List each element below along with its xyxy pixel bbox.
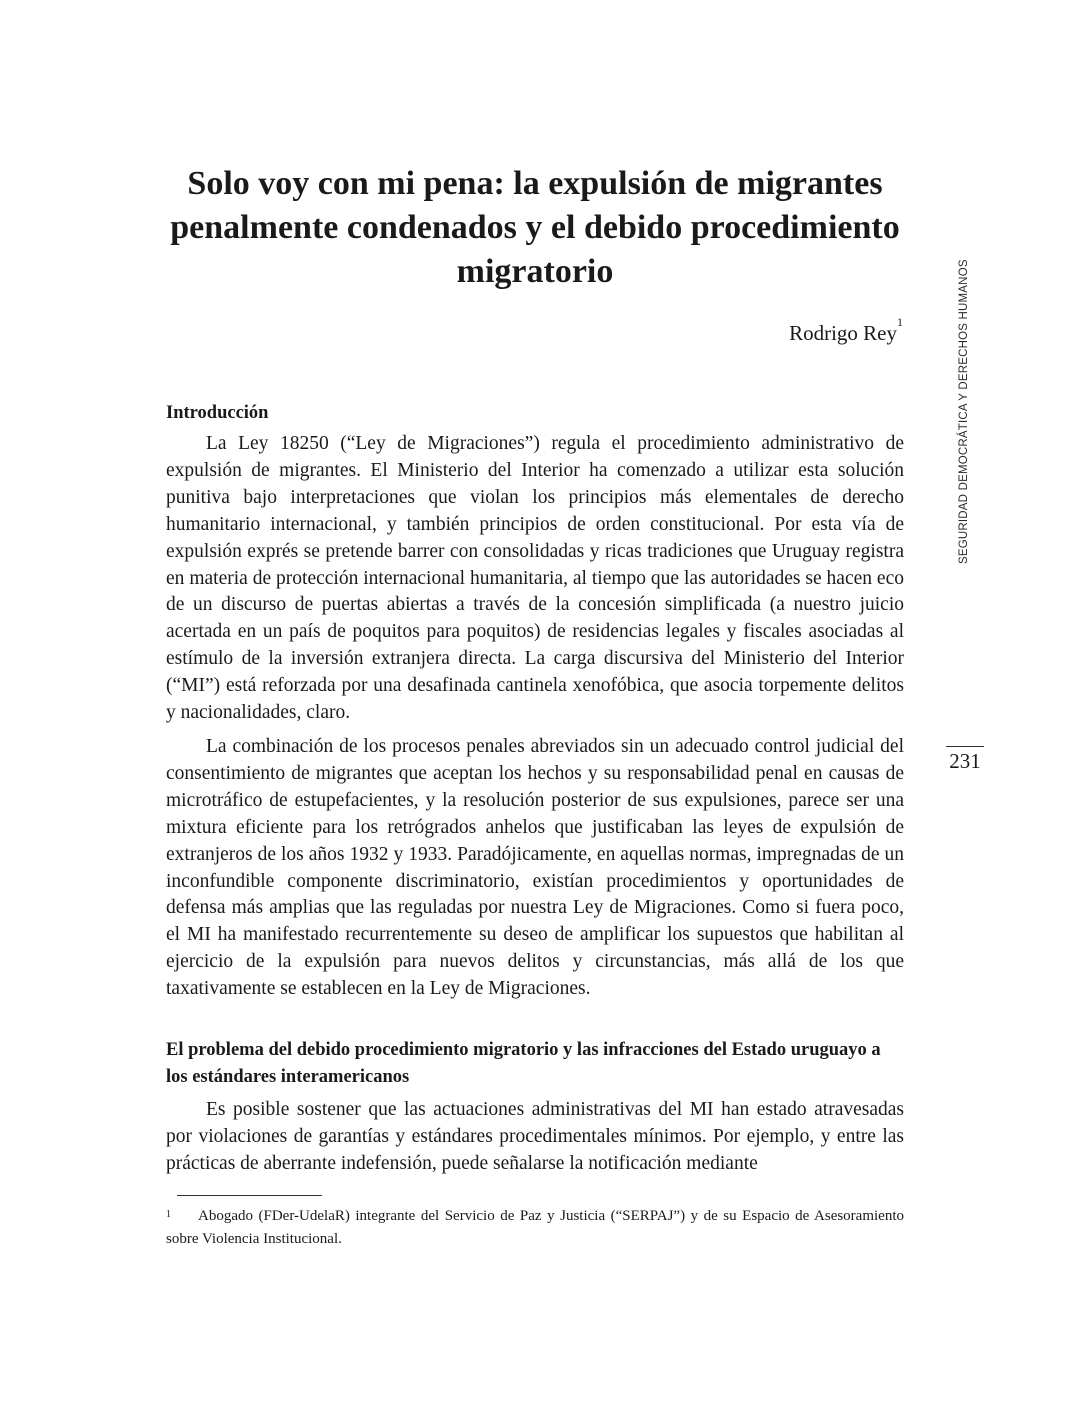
paragraph: La combinación de los procesos penales abreviados sin un adecuado control judicial del consentimiento de migrantes que aceptan los hechos y su responsabilidad penal en causas de microtráfico de estupefacientes, y la resolución posterior de sus expulsiones, parece ser una mixtura eficiente para los retrógrados anhelos que justificaban las leyes de expulsión de extranjeros de los años 1932 y 1933. Paradójicamente, en aquellas normas, impregnadas de un inconfundible componente discriminatorio, existían procedimientos y oportunidades de defensa más amplias que las reguladas por nuestra Ley de Migraciones. Como si fuera poco, el MI ha manifestado recurrentemente su deseo de amplificar los supuestos que habilitan al ejercicio de la expulsión para nuevos delitos y circunstancias, más allá de los que taxativamente se establecen en la Ley de Migraciones.	[166, 735, 904, 1000]
paragraph: Es posible sostener que las actuaciones administrativas del MI han estado atravesadas por violaciones de garantías y estándares procedimentales mínimos. Por ejemplo, y entre las prácticas de aberrante indefensión, puede señalarse la notificación mediante	[166, 1099, 904, 1174]
paragraph: La Ley 18250 (“Ley de Migraciones”) regula el procedimiento administrativo de expulsión de migrantes. El Ministerio del Interior ha comenzado a utilizar esta solución punitiva bajo interpretaciones que violan los principios más elementales de derecho humanitario internacional, y también principios de orden constitucional. Por esta vía de expulsión exprés se pretende barrer con consolidadas y ricas tradiciones que Uruguay registra en materia de protección internacional humanitaria, al tiempo que las autoridades se hacen eco de un discurso de puertas abiertas a través de la concesión simplificada (a nuestro juicio acertada en un país de poquitos para poquitos) de residencias legales y fiscales asociadas al estímulo de la inversión extranjera directa. La carga discursiva del Ministerio del Interior (“MI”) está reforzada por una desafinada cantinela xenofóbica, que asocia torpemente delitos y nacionalidades, claro.	[166, 433, 904, 724]
author-line	[600, 315, 903, 348]
page-number: 231	[946, 746, 984, 773]
author-footnote-mark[interactable]: 1	[897, 315, 903, 329]
footnote-text: Abogado (FDer-UdelaR) integrante del Servicio de Paz y Justicia (“SERPAJ”) y de su Espacio de Asesoramiento sobre Violencia Institucional.	[166, 1208, 904, 1247]
section-heading-debido-procedimiento: El problema del debido procedimiento migratorio y las infracciones del Estado uruguayo a los estándares interamericanos	[166, 1040, 881, 1088]
footnote-number: 1	[166, 1209, 171, 1220]
footnote-separator	[177, 1195, 322, 1196]
running-section-label: SEGURIDAD DEMOCRÁTICA Y DERECHOS HUMANOS	[958, 259, 970, 564]
author-name: Rodrigo Rey	[789, 321, 897, 345]
section-heading-introduction: Introducción	[166, 403, 269, 423]
footnote	[166, 1205, 904, 1251]
article-body	[166, 400, 904, 1185]
article-title: Solo voy con mi pena: la expulsión de migrantes penalmente condenados y el debido procedimiento migratorio	[170, 165, 900, 290]
